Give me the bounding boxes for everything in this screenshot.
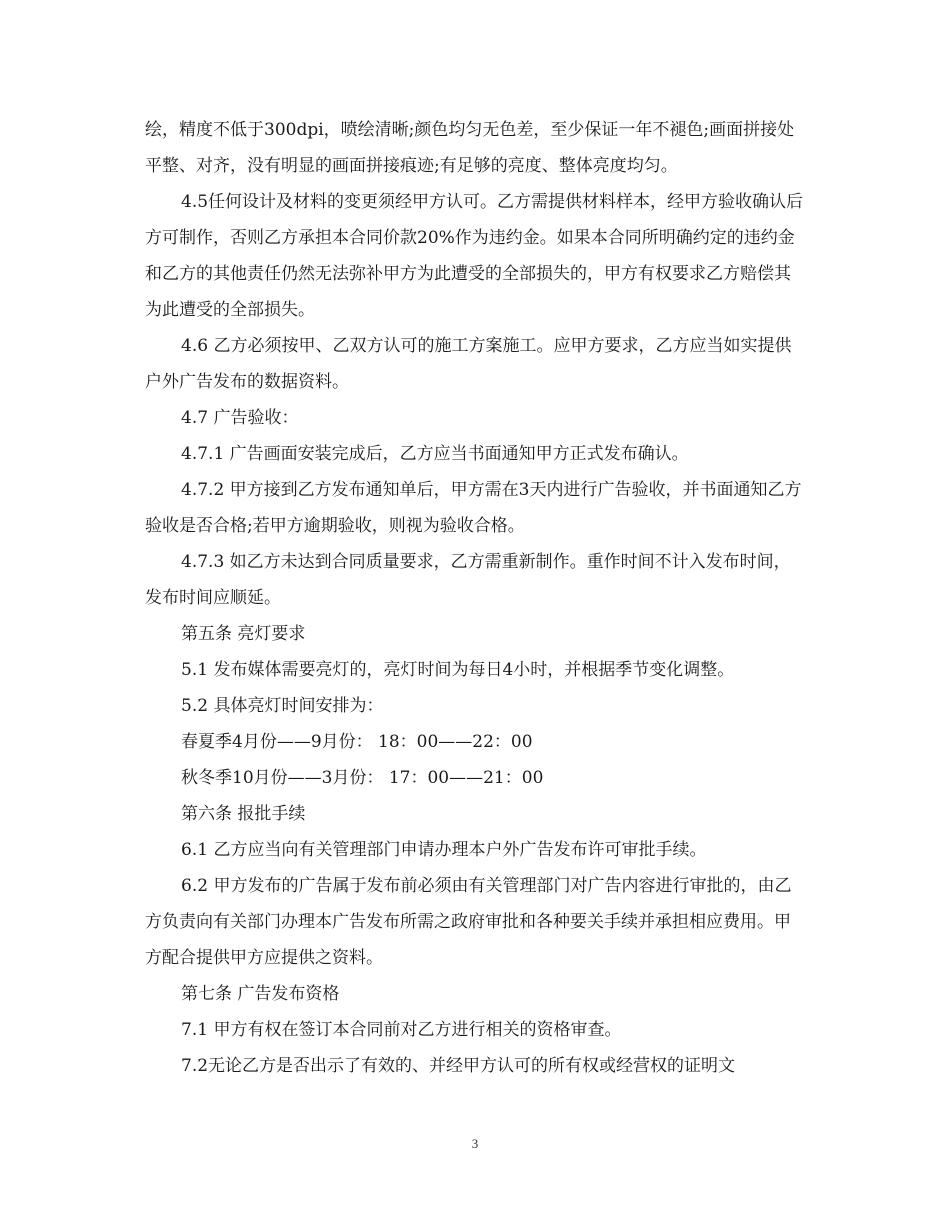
section-heading: 第六条 报批手续	[181, 804, 306, 824]
paragraph: 4.7.2 甲方接到乙方发布通知单后，甲方需在3天内进行广告验收，并书面通知乙方验收是否合格;若甲方逾期验收，则视为验收合格。	[145, 480, 802, 536]
paragraph: 6.2 甲方发布的广告属于发布前必须由有关管理部门对广告内容进行审批的，由乙方负责向有关部门办理本广告发布所需之政府审批和各种要关手续并承担相应费用。甲方配合提供甲方应提供之资料。	[145, 876, 792, 968]
paragraph: 7.1 甲方有权在签订本合同前对乙方进行相关的资格审查。	[181, 1020, 622, 1040]
paragraph: 6.1 乙方应当向有关管理部门申请办理本户外广告发布许可审批手续。	[181, 840, 707, 860]
section-heading: 第五条 亮灯要求	[181, 624, 306, 644]
paragraph: 5.2 具体亮灯时间安排为：	[181, 696, 384, 716]
schedule-line: 秋冬季10月份——3月份： 17：00——21：00	[181, 768, 544, 788]
paragraph: 5.1 发布媒体需要亮灯的，亮灯时间为每日4小时，并根据季节变化调整。	[181, 660, 735, 680]
paragraph: 4.7.1 广告画面安装完成后，乙方应当书面通知甲方正式发布确认。	[181, 444, 689, 464]
paragraph: 4.7 广告验收：	[181, 408, 299, 428]
paragraph: 4.7.3 如乙方未达到合同质量要求，乙方需重新制作。重作时间不计入发布时间，发布时间应顺延。	[145, 552, 791, 608]
page-number: 3	[471, 1136, 479, 1151]
paragraph: 7.2无论乙方是否出示了有效的、并经甲方认可的所有权或经营权的证明文	[181, 1056, 736, 1076]
paragraph: 绘，精度不低于300dpi，喷绘清晰;颜色均匀无色差，至少保证一年不褪色;画面拼接处平整、对齐，没有明显的画面拼接痕迹;有足够的亮度、整体亮度均匀。	[145, 120, 795, 176]
paragraph: 4.5任何设计及材料的变更须经甲方认可。乙方需提供材料样本，经甲方验收确认后方可制作，否则乙方承担本合同价款20%作为违约金。如果本合同所明确约定的违约金和乙方的其他责任仍然无法弥补甲方为此遭受的全部损失的，甲方有权要求乙方赔偿其为此遭受的全部损失。	[145, 192, 804, 320]
schedule-line: 春夏季4月份——9月份： 18：00——22：00	[181, 732, 533, 752]
paragraph: 4.6 乙方必须按甲、乙双方认可的施工方案施工。应甲方要求，乙方应当如实提供户外广告发布的数据资料。	[145, 336, 792, 392]
document-body	[145, 112, 805, 1084]
section-heading: 第七条 广告发布资格	[181, 984, 340, 1004]
